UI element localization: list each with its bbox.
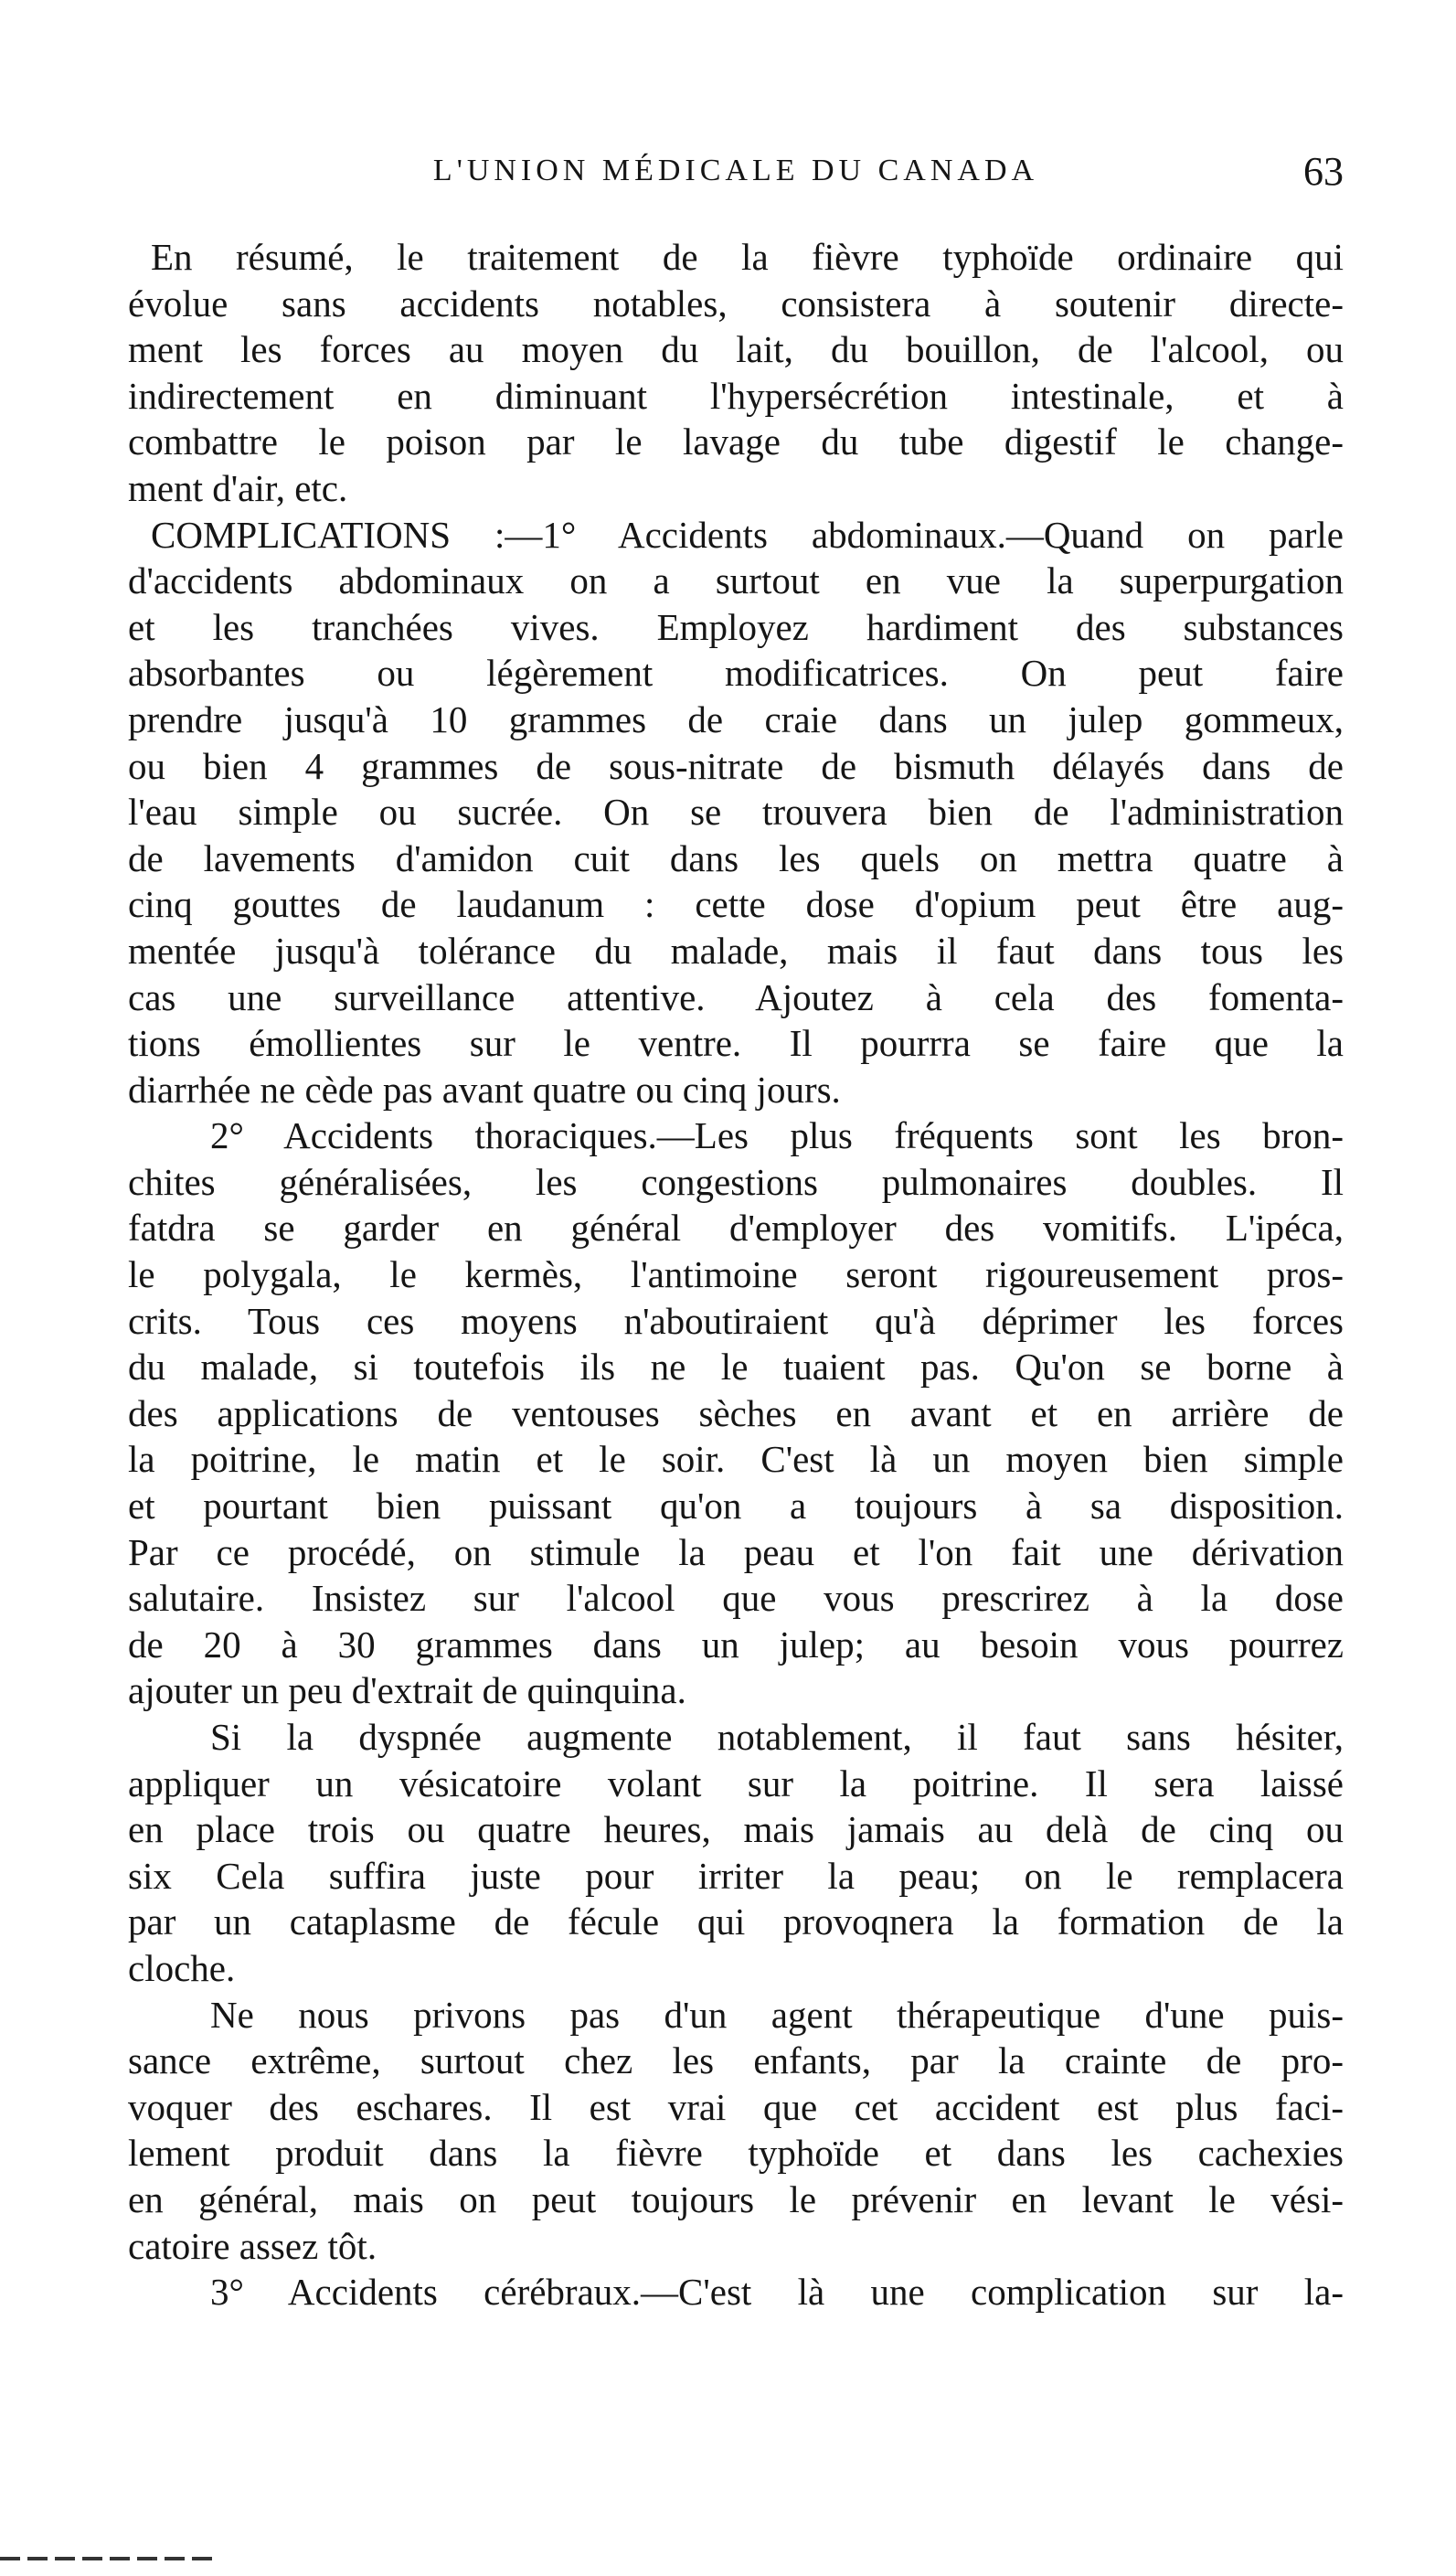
text-line: cinq gouttes de laudanum : cette dose d'opium peut être aug- <box>128 883 1344 926</box>
text-line: 3° Accidents cérébraux.—C'est là une complication sur la- <box>210 2271 1344 2314</box>
text-line: en général, mais on peut toujours le prévenir en levant le vési- <box>128 2177 1344 2220</box>
body-text <box>128 234 1344 2315</box>
text-line: prendre jusqu'à 10 grammes de craie dans un julep gommeux, <box>128 697 1344 740</box>
text-line: et les tranchées vives. Employez hardiment des substances <box>128 605 1344 648</box>
text-line: ment d'air, etc. <box>128 466 348 509</box>
text-line: six Cela suffira juste pour irriter la peau; on le remplacera <box>128 1854 1344 1897</box>
text-line: Par ce procédé, on stimule la peau et l'on fait une dérivation <box>128 1530 1344 1573</box>
running-head <box>128 149 1344 208</box>
text-line: lement produit dans la fièvre typhoïde et dans les cachexies <box>128 2132 1344 2175</box>
text-line: fatdra se garder en général d'employer des vomitifs. L'ipéca, <box>128 1207 1344 1250</box>
text-line: ment les forces au moyen du lait, du bouillon, de l'alcool, ou <box>128 328 1344 371</box>
text-line: sance extrême, surtout chez les enfants, par la crainte de pro- <box>128 2039 1344 2082</box>
text-line: COMPLICATIONS :—1° Accidents abdominaux.—Quand on parle <box>151 513 1344 556</box>
text-line: indirectement en diminuant l'hypersécrétion intestinale, et à <box>128 374 1344 417</box>
text-line: combattre le poison par le lavage du tube digestif le change- <box>128 420 1344 463</box>
text-line: tions émollientes sur le ventre. Il pourrra se faire que la <box>128 1022 1344 1065</box>
text-line: catoire assez tôt. <box>128 2224 377 2267</box>
text-line: cloche. <box>128 1946 236 1989</box>
text-line: des applications de ventouses sèches en avant et en arrière de <box>128 1391 1344 1434</box>
text-line: diarrhée ne cède pas avant quatre ou cinq jours. <box>128 1068 841 1111</box>
text-line: ajouter un peu d'extrait de quinquina. <box>128 1669 686 1712</box>
text-line: voquer des eschares. Il est vrai que cet accident est plus faci- <box>128 2085 1344 2128</box>
text-line: appliquer un vésicatoire volant sur la poitrine. Il sera laissé <box>128 1762 1344 1804</box>
text-line: chites généralisées, les congestions pulmonaires doubles. Il <box>128 1160 1344 1203</box>
text-line: évolue sans accidents notables, consistera à soutenir directe- <box>128 282 1344 325</box>
text-line: l'eau simple ou sucrée. On se trouvera bien de l'administration <box>128 791 1344 834</box>
text-line: cas une surveillance attentive. Ajoutez à cela des fomenta- <box>128 975 1344 1018</box>
text-line: mentée jusqu'à tolérance du malade, mais il faut dans tous les <box>128 929 1344 972</box>
text-line: de 20 à 30 grammes dans un julep; au besoin vous pourrez <box>128 1623 1344 1666</box>
text-line: crits. Tous ces moyens n'aboutiraient qu'à déprimer les forces <box>128 1299 1344 1342</box>
text-line: Ne nous privons pas d'un agent thérapeutique d'une puis- <box>210 1993 1344 2036</box>
text-line: du malade, si toutefois ils ne le tuaient pas. Qu'on se borne à <box>128 1346 1344 1389</box>
text-line: Si la dyspnée augmente notablement, il faut sans hésiter, <box>210 1716 1344 1758</box>
bottom-edge-mark <box>0 2557 219 2560</box>
text-line: absorbantes ou légèrement modificatrices. On peut faire <box>128 652 1344 695</box>
journal-title: L'UNION MÉDICALE DU CANADA <box>432 154 1039 187</box>
text-line: en place trois ou quatre heures, mais jamais au delà de cinq ou <box>128 1808 1344 1851</box>
text-line: le polygala, le kermès, l'antimoine seront rigoureusement pros- <box>128 1253 1344 1296</box>
text-line: En résumé, le traitement de la fièvre typhoïde ordinaire qui <box>151 236 1344 278</box>
text-line: et pourtant bien puissant qu'on a toujours à sa disposition. <box>128 1485 1344 1528</box>
text-line: salutaire. Insistez sur l'alcool que vous prescrirez à la dose <box>128 1577 1344 1620</box>
text-line: 2° Accidents thoraciques.—Les plus fréquents sont les bron- <box>210 1114 1344 1157</box>
text-line: par un cataplasme de fécule qui provoqnera la formation de la <box>128 1900 1344 1943</box>
text-line: la poitrine, le matin et le soir. C'est là un moyen bien simple <box>128 1438 1344 1481</box>
text-line: ou bien 4 grammes de sous-nitrate de bismuth délayés dans de <box>128 744 1344 787</box>
page-number: 63 <box>1303 149 1344 194</box>
text-line: d'accidents abdominaux on a surtout en vue la superpurgation <box>128 559 1344 602</box>
text-line: de lavements d'amidon cuit dans les quels on mettra quatre à <box>128 836 1344 879</box>
